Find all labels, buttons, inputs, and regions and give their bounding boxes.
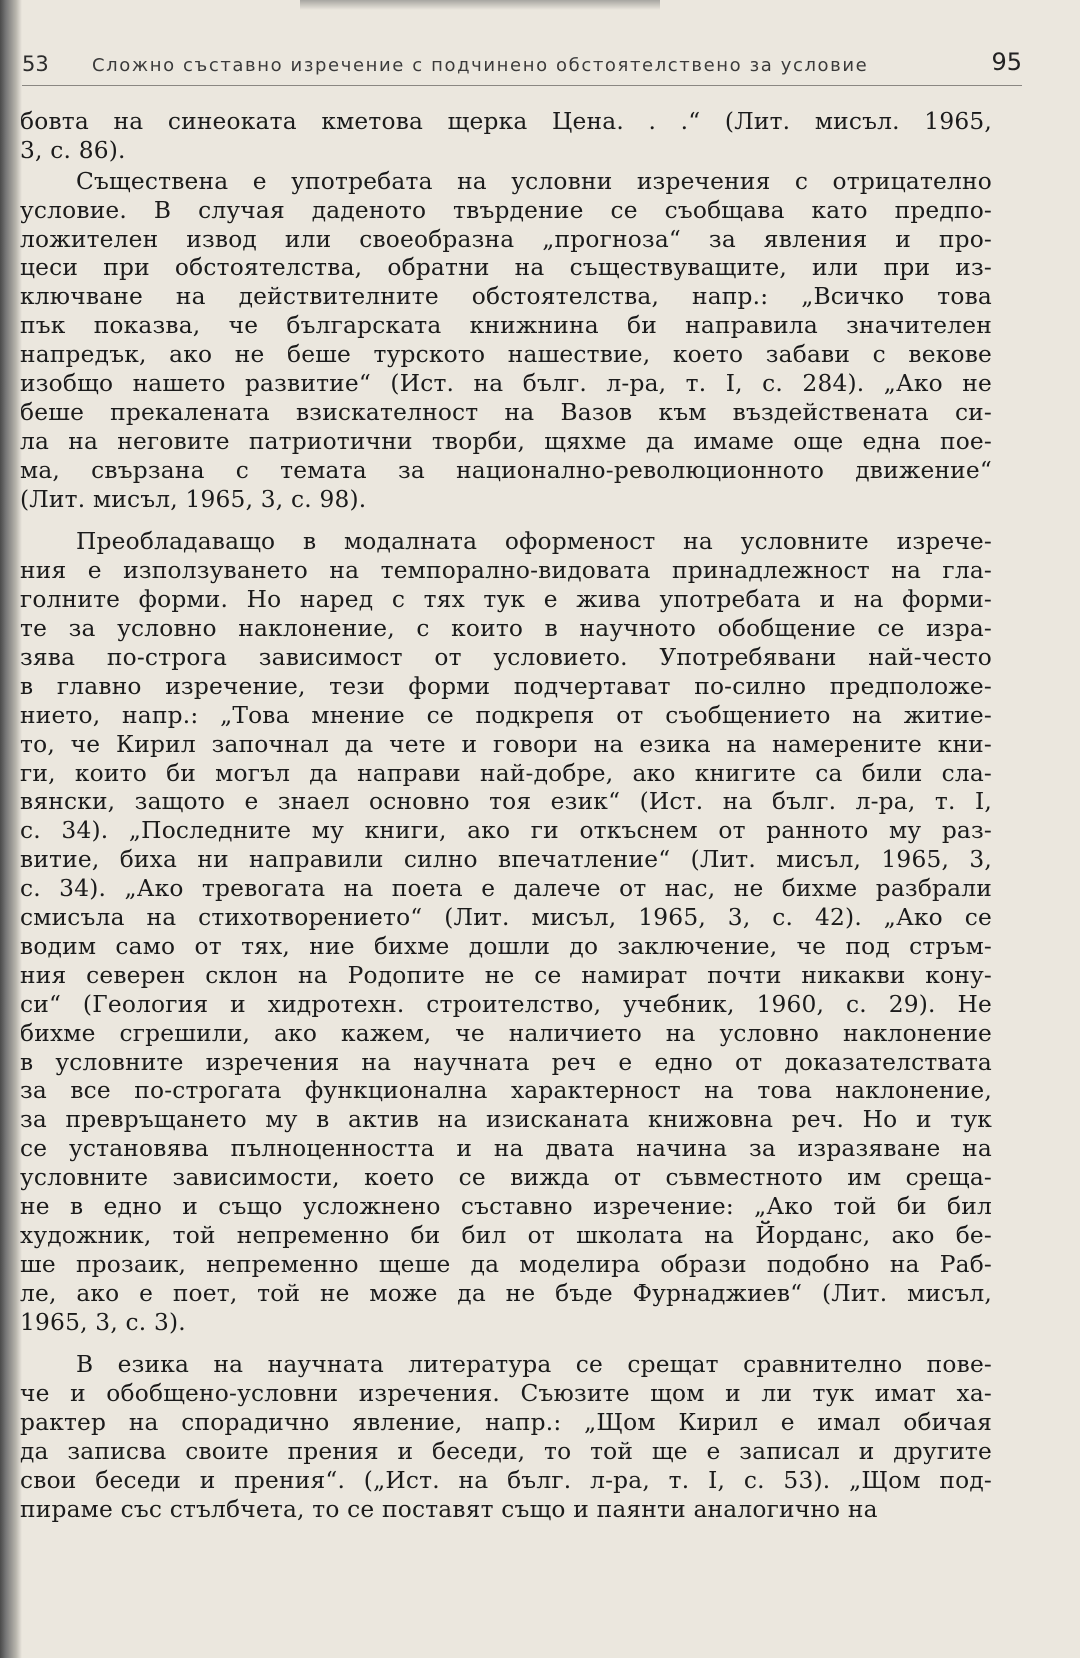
text-line: в главно изречение, тези форми подчертават по-силно предположе- [20,672,992,700]
body-text [20,108,992,1525]
text-line: В езика на научната литература се срещат сравнително пове- [76,1351,992,1379]
top-edge-shadow [300,0,660,10]
text-line: рактер на спорадично явление, напр.: „Щом Кирил е имал обичая [20,1409,992,1437]
page-number: 95 [991,48,1022,76]
text-line: пък показва, че българската книжнина би направила значителен [20,312,992,340]
text-line: ла на неговите патриотични творби, щяхме да имаме още една пое- [20,427,992,455]
text-line: цеси при обстоятелства, обратни на съществуващите, или при из- [20,254,992,282]
text-line: за превръщането му в актив на изисканата книжовна реч. Но и тук [20,1106,992,1134]
facing-page-number: 53 [22,52,49,76]
paragraph-gap [20,514,992,528]
paragraph [20,1351,992,1524]
text-line: ле, ако е поет, той не може да не бъде Фурнаджиев“ (Лит. мисъл, [20,1279,992,1307]
text-line: 1965, 3, с. 3). [20,1308,186,1336]
text-line: че и обобщено-условни изречения. Съюзите щом и ли тук имат ха- [20,1380,992,1408]
text-line: то, че Кирил започнал да чете и говори на езика на намерените кни- [20,730,992,758]
header-rule [22,85,1022,86]
paragraph [20,108,992,166]
text-line: ложителен извод или своеобразна „прогноза“ за явления и про- [20,225,992,253]
text-line: водим само от тях, ние бихме дошли до заключение, че под стръм- [20,932,992,960]
text-line: бихме сгрешили, ако кажем, че наличието на условно наклонение [20,1019,992,1047]
text-line: (Лит. мисъл, 1965, 3, с. 98). [20,485,367,513]
text-line: бовта на синеоката кметова щерка Цена. . .“ (Лит. мисъл. 1965, [20,108,992,135]
text-line: те за условно наклонение, с които в научното обобщение се изра- [20,615,992,643]
text-line: в условните изречения на научната реч е едно от доказателствата [20,1048,992,1076]
text-line: пираме със стълбчета, то се поставят също и паянти аналогично на [20,1495,878,1523]
text-line: Съществена е употребата на условни изречения с отрицателно [76,167,992,195]
text-line: ния е използуването на темпорално-видовата принадлежност на гла- [20,557,992,585]
paragraph [20,168,992,515]
text-line: условните зависимости, което се вижда от съвместното им среща- [20,1164,992,1192]
text-line: с. 34). „Ако тревогата на поета е далече от нас, не бихме разбрали [20,875,992,903]
text-line: условие. В случая даденото твърдение се съобщава като предпо- [20,196,992,224]
running-title: Сложно съставно изречение с подчинено обстоятелствено за условие [92,55,869,76]
text-line: напредък, ако не беше турското нашествие, което забави с векове [20,341,992,369]
text-line: ма, свързана с темата за национално-революционното движение“ [20,456,992,484]
text-line: за все по-строгата функционална характерност на това наклонение, [20,1077,992,1105]
text-line: ше прозаик, непременно щеше да моделира образи подобно на Раб- [20,1250,992,1278]
text-line: не в едно и също усложнено съставно изречение: „Ако той би бил [20,1192,992,1220]
text-line: да записва своите прения и беседи, то той ще е записал и другите [20,1438,992,1466]
running-header [22,48,1022,92]
text-line: си“ (Геология и хидротехн. строителство, учебник, 1960, с. 29). Не [20,990,992,1018]
text-line: беше прекалената взискателност на Вазов към въздействената си- [20,398,992,426]
book-binding-shadow [0,0,22,1658]
text-line: с. 34). „Последните му книги, ако ги откъснем от ранното му раз- [20,817,992,845]
text-line: ния северен склон на Родопите не се намират почти никакви кону- [20,961,992,989]
text-line: нието, напр.: „Това мнение се подкрепя от съобщението на житие- [20,701,992,729]
text-line: ги, които би могъл да направи най-добре, ако книгите са били сла- [20,759,992,787]
text-line: Преобладаващо в модалната оформеност на условните изрече- [76,528,992,556]
text-line: се установява пълноценността и на двата начина за изразяване на [20,1135,992,1163]
text-line: свои беседи и прения“. („Ист. на бълг. л-ра, т. I, с. 53). „Щом под- [20,1466,992,1494]
text-line: ключване на действителните обстоятелства, напр.: „Всичко това [20,283,992,311]
text-line: 3, с. 86). [20,136,126,164]
text-line: изобщо нашето развитие“ (Ист. на бълг. л-ра, т. I, с. 284). „Ако не [20,370,992,398]
text-line: смисъла на стихотворението“ (Лит. мисъл, 1965, 3, с. 42). „Ако се [20,904,992,932]
text-line: вянски, защото е знаел основно тоя език“ (Ист. на бълг. л-ра, т. I, [20,788,992,816]
paragraph-gap [20,1337,992,1351]
text-line: витие, биха ни направили силно впечатление“ (Лит. мисъл, 1965, 3, [20,846,992,874]
text-line: зява по-строга зависимост от условието. Употребявани най-често [20,644,992,672]
text-line: художник, той непременно би бил от школата на Йорданс, ако бе- [20,1221,992,1249]
paragraph [20,528,992,1337]
text-line: голните форми. Но наред с тях тук е жива употребата и на форми- [20,586,992,614]
